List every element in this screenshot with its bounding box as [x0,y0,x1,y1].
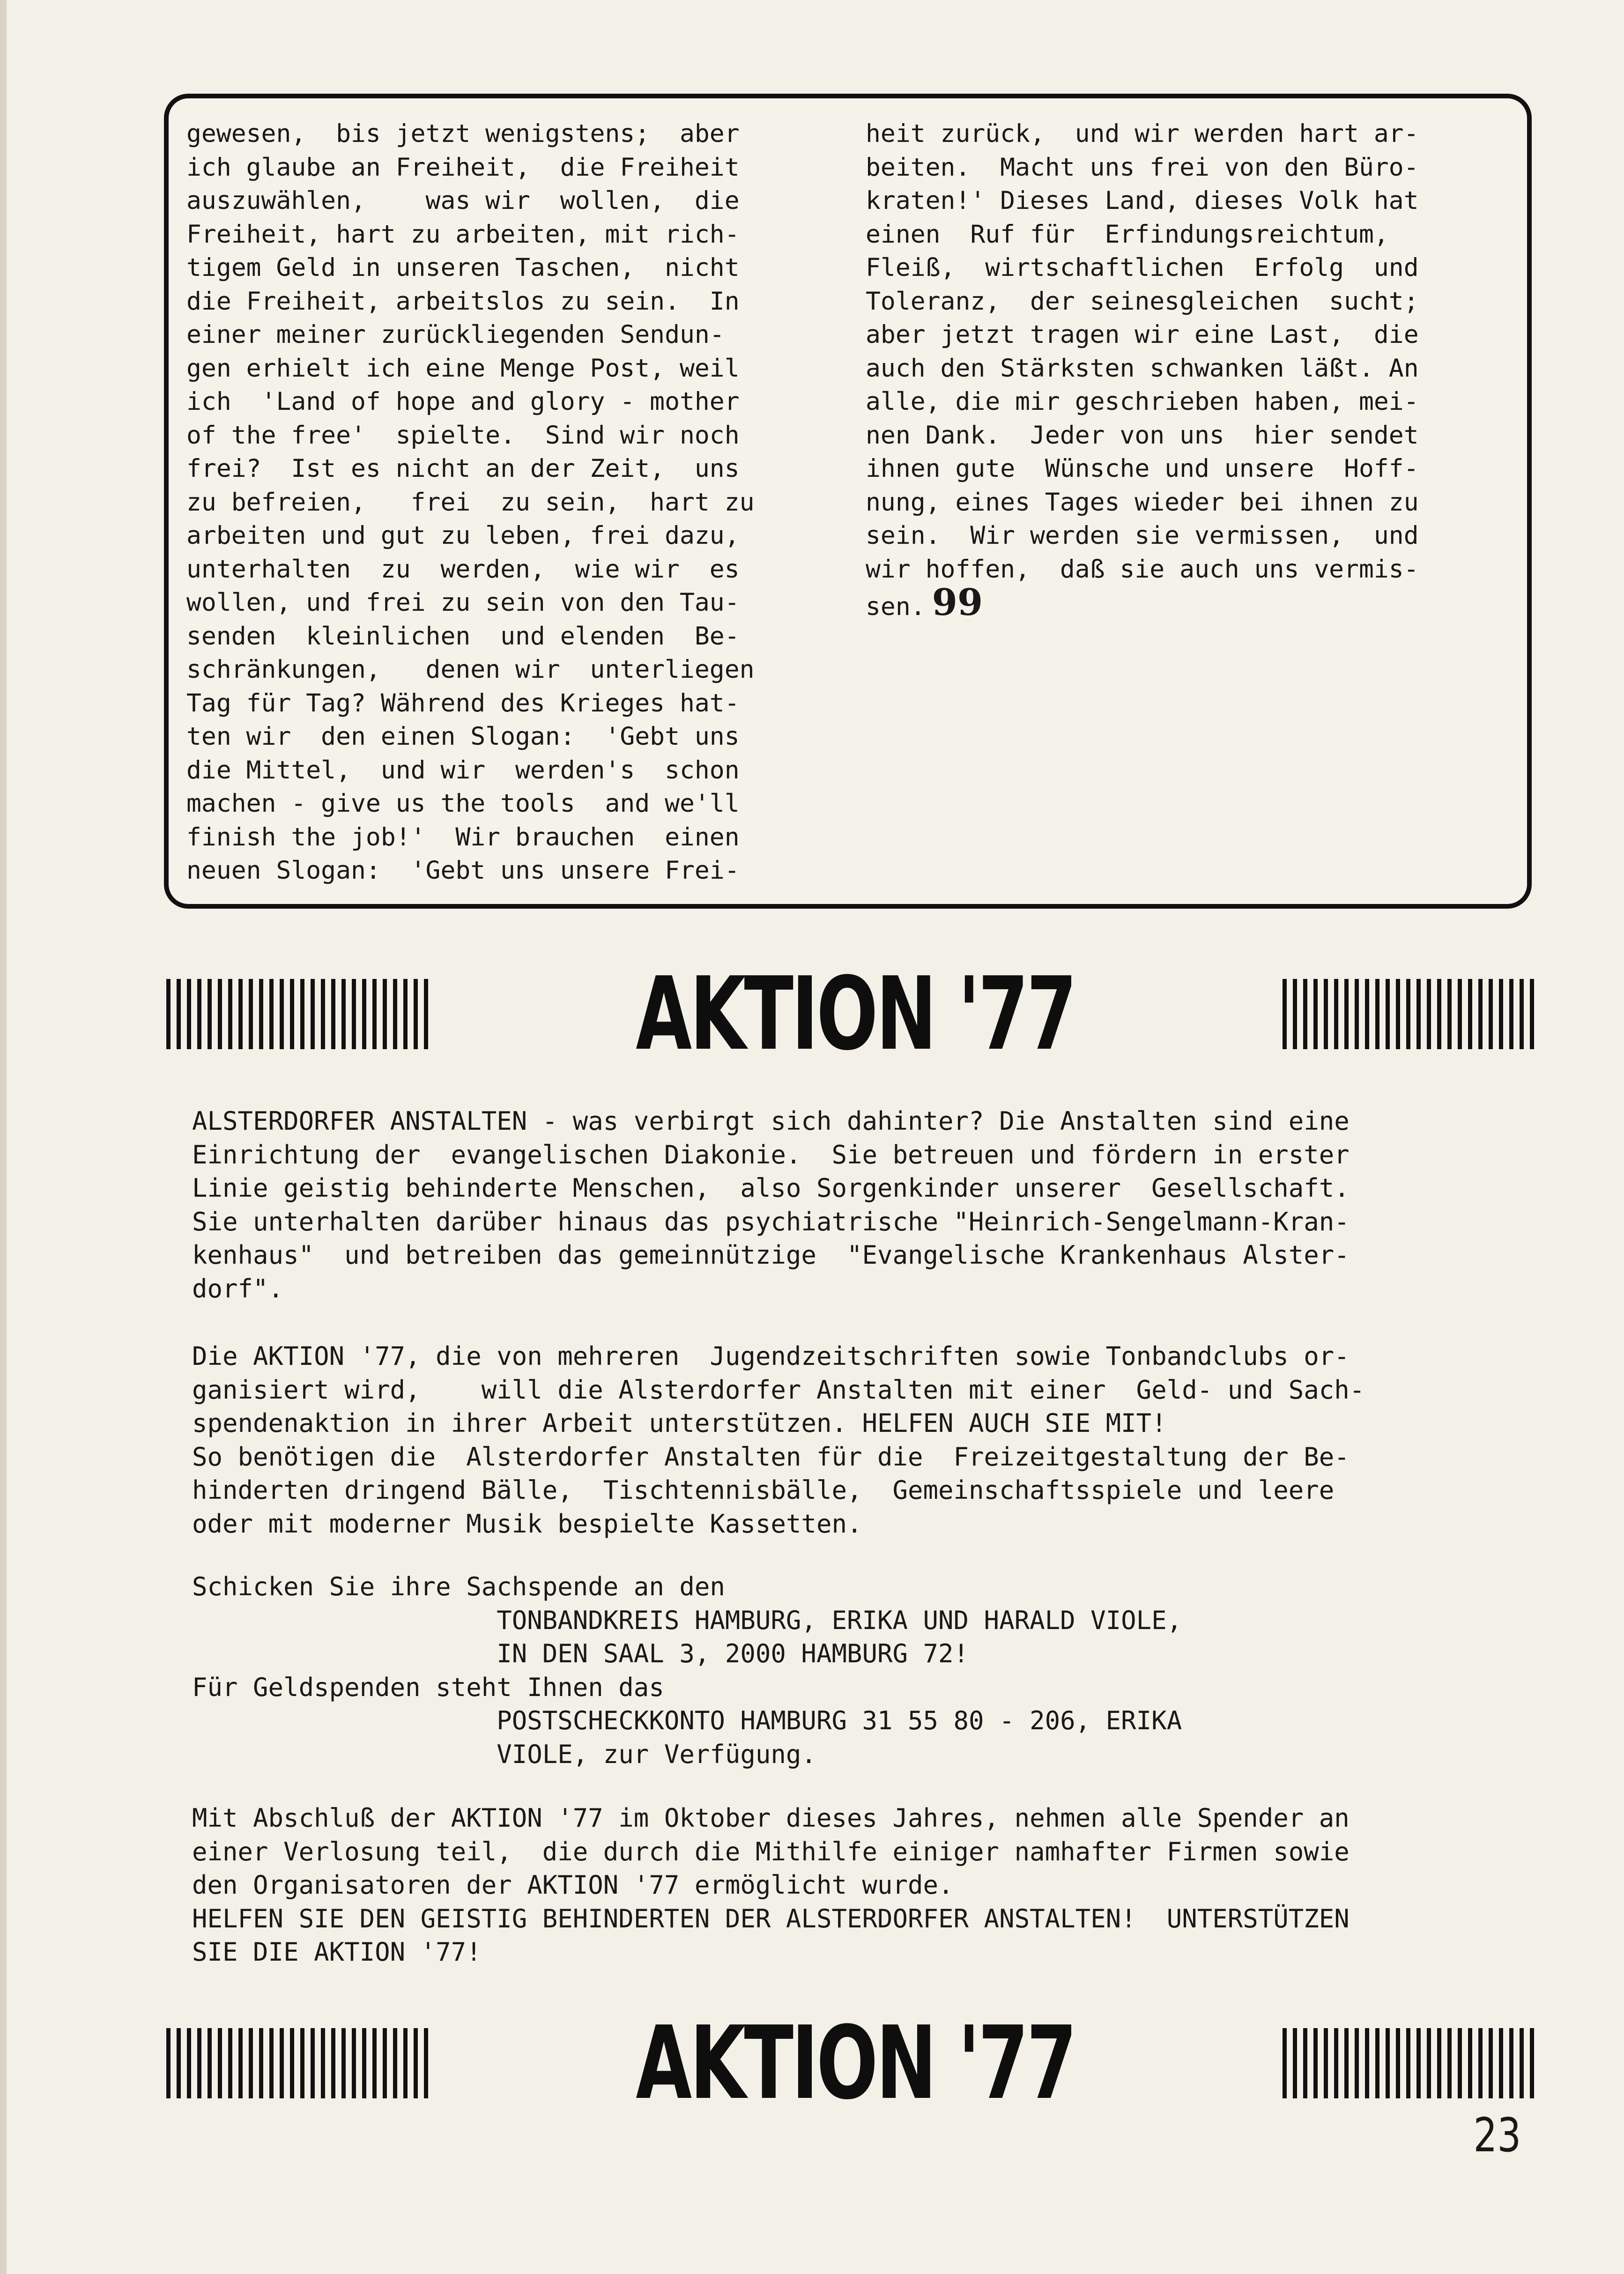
quote-line: aber jetzt tragen wir eine Last, die [866,320,1419,349]
quote-line: ten wir den einen Slogan: 'Gebt uns [186,722,740,751]
stripe [1324,979,1328,1049]
stripe [372,2028,377,2098]
text-line: Die AKTION '77, die von mehreren Jugendzeitschriften sowie Tonbandclubs or- [192,1341,1350,1371]
quote-line: auch den Stärksten schwanken läßt. An [866,354,1419,383]
stripe [1458,2028,1462,2098]
stripe [1478,979,1483,1049]
quote-line: unterhalten zu werden, wie wir es [186,555,740,584]
paragraph-intro [192,1104,1350,1305]
stripe [208,2028,212,2098]
quote-line: Freiheit, hart zu arbeiten, mit rich- [186,220,740,249]
stripe [197,979,201,1049]
stripe [321,2028,325,2098]
paragraph-lottery [192,1801,1350,1969]
stripe [177,979,181,1049]
quote-line: senden kleinlichen und elenden Be- [186,622,740,651]
stripe [331,979,335,1049]
text-line: HELFEN SIE DEN GEISTIG BEHINDERTEN DER ALSTERDORFER ANSTALTEN! UNTERSTÜTZEN [192,1904,1350,1933]
quote-line: einen Ruf für Erfindungsreichtum, [866,220,1389,249]
stripe [352,979,356,1049]
quote-line: schränkungen, denen wir unterliegen [186,655,755,684]
stripe [1334,2028,1338,2098]
stripe [1406,979,1410,1049]
stripe [362,2028,366,2098]
text-line: TONBANDKREIS HAMBURG, ERIKA UND HARALD VIOLE, [192,1605,1182,1635]
text-line: einer Verlosung teil, die durch die Mithilfe einiger namhafter Firmen sowie [192,1837,1350,1867]
quote-line: of the free' spielte. Sind wir noch [186,421,740,450]
quote-right-column [866,117,1507,624]
stripe [424,2028,428,2098]
stripe [414,979,418,1049]
stripe [1313,2028,1318,2098]
stripe [1355,979,1359,1049]
stripe [1499,979,1503,1049]
stripe [393,979,397,1049]
stripe [1303,979,1307,1049]
quote-line: heit zurück, und wir werden hart ar- [866,119,1419,148]
quote-line: zu befreien, frei zu sein, hart zu [186,488,755,517]
stripe [290,979,294,1049]
quote-line: die Freiheit, arbeitslos zu sein. In [186,287,740,316]
stripe [1520,979,1524,1049]
stripe [1375,2028,1379,2098]
stripe [1489,2028,1493,2098]
quote-line: nen Dank. Jeder von uns hier sendet [866,421,1419,450]
stripe [187,2028,191,2098]
aktion-banner-bottom [166,2004,1534,2122]
stripe [341,979,346,1049]
stripe [1437,2028,1441,2098]
stripe [197,2028,201,2098]
stripe [372,979,377,1049]
paragraph-donation-address [192,1570,1182,1771]
stripe [1509,979,1513,1049]
text-line: ALSTERDORFER ANSTALTEN - was verbirgt sich dahinter? Die Anstalten sind eine [192,1106,1350,1136]
text-line: Einrichtung der evangelischen Diakonie. Sie betreuen und fördern in erster [192,1140,1350,1170]
quote-line: Fleiß, wirtschaftlichen Erfolg und [866,253,1419,282]
stripe [280,2028,284,2098]
stripe [1303,2028,1307,2098]
stripe [1293,2028,1297,2098]
stripe [1416,979,1421,1049]
stripe [300,979,304,1049]
stripe [311,2028,315,2098]
stripe [1344,2028,1349,2098]
stripe [177,2028,181,2098]
quote-box [164,94,1532,909]
text-line: spendenaktion in ihrer Arbeit unterstützen. HELFEN AUCH SIE MIT! [192,1408,1167,1438]
banner-stripes-right [1283,979,1534,1049]
stripe [1396,2028,1400,2098]
stripe [1427,2028,1431,2098]
stripe [1355,2028,1359,2098]
stripe [1283,979,1287,1049]
quote-line: ich 'Land of hope and glory - mother [186,387,740,416]
quote-line: wollen, und frei zu sein von den Tau- [186,588,740,617]
stripe [218,2028,222,2098]
stripe [1530,2028,1534,2098]
quote-line: ich glaube an Freiheit, die Freiheit [186,153,740,182]
stripe [218,979,222,1049]
quote-line: alle, die mir geschrieben haben, mei- [866,387,1419,416]
text-line: VIOLE, zur Verfügung. [192,1739,816,1769]
stripe [1499,2028,1503,2098]
stripe [1313,979,1318,1049]
stripe [208,979,212,1049]
stripe [1344,979,1349,1049]
stripe [1416,2028,1421,2098]
quote-line: tigem Geld in unseren Taschen, nicht [186,253,740,282]
stripe [352,2028,356,2098]
paragraph-aktion [192,1340,1364,1541]
aktion-banner-top [166,955,1534,1073]
banner-stripes-left [166,979,428,1049]
stripe [341,2028,346,2098]
banner-title: AKTION '77 [636,2004,1075,2122]
stripe [331,2028,335,2098]
text-line: Mit Abschluß der AKTION '77 im Oktober dieses Jahres, nehmen alle Spender an [192,1803,1350,1833]
stripe [1458,979,1462,1049]
quote-line: Toleranz, der seinesgleichen sucht; [866,287,1419,316]
stripe [249,2028,253,2098]
stripe [1509,2028,1513,2098]
stripe [1283,2028,1287,2098]
stripe [1386,979,1390,1049]
stripe [1324,2028,1328,2098]
quote-line: frei? Ist es nicht an der Zeit, uns [186,454,740,483]
stripe [403,979,408,1049]
quote-line: gen erhielt ich eine Menge Post, weil [186,354,740,383]
stripe [393,2028,397,2098]
banner-title: AKTION '77 [636,955,1075,1073]
stripe [311,979,315,1049]
text-line: hinderten dringend Bälle, Tischtennisbälle, Gemeinschaftsspiele und leere [192,1475,1335,1505]
stripe [166,979,171,1049]
stripe [1447,2028,1452,2098]
text-line: kenhaus" und betreiben das gemeinnützige "Evangelische Krankenhaus Alster- [192,1240,1350,1270]
stripe [1478,2028,1483,2098]
quote-line: die Mittel, und wir werden's schon [186,756,740,785]
stripe [166,2028,171,2098]
text-line: So benötigen die Alsterdorfer Anstalten für die Freizeitgestaltung der Be- [192,1442,1350,1472]
quote-line: nung, eines Tages wieder bei ihnen zu [866,488,1419,517]
text-line: Schicken Sie ihre Sachspende an den [192,1572,725,1601]
quote-line: Tag für Tag? Während des Krieges hat- [186,689,740,718]
quote-line: ihnen gute Wünsche und unsere Hoff- [866,454,1419,483]
stripe [259,2028,263,2098]
text-line: POSTSCHECKKONTO HAMBURG 31 55 80 - 206, ERIKA [192,1706,1182,1735]
quote-line: neuen Slogan: 'Gebt uns unsere Frei- [186,856,740,885]
stripe [403,2028,408,2098]
text-line: dorf". [192,1274,284,1304]
stripe [238,2028,243,2098]
stripe [1293,979,1297,1049]
text-line: den Organisatoren der AKTION '77 ermöglicht wurde. [192,1870,954,1900]
text-line: Sie unterhalten darüber hinaus das psychiatrische "Heinrich-Sengelmann-Kran- [192,1207,1350,1237]
stripe [228,2028,232,2098]
closing-quote-mark: 99 [932,581,983,624]
quote-left-column [186,117,828,888]
stripe [238,979,243,1049]
text-line: SIE DIE AKTION '77! [192,1937,482,1967]
quote-line: beiten. Macht uns frei von den Büro- [866,153,1419,182]
stripe [290,2028,294,2098]
stripe [1447,979,1452,1049]
quote-line: arbeiten und gut zu leben, frei dazu, [186,521,740,550]
stripe [1365,2028,1369,2098]
stripe [249,979,253,1049]
quote-line: sein. Wir werden sie vermissen, und [866,521,1419,550]
text-line: Linie geistig behinderte Menschen, also Sorgenkinder unserer Gesellschaft. [192,1173,1350,1203]
stripe [362,979,366,1049]
page-number: 23 [1473,2108,1521,2163]
stripe [1530,979,1534,1049]
text-line: Für Geldspenden steht Ihnen das [192,1672,664,1702]
stripe [1375,979,1379,1049]
stripe [1334,979,1338,1049]
banner-stripes-left [166,2028,428,2098]
stripe [383,2028,387,2098]
stripe [1437,979,1441,1049]
stripe [1427,979,1431,1049]
stripe [1365,979,1369,1049]
quote-line: wir hoffen, daß sie auch uns vermis- [866,555,1419,584]
quote-line: finish the job!' Wir brauchen einen [186,822,740,852]
stripe [321,979,325,1049]
text-line: oder mit moderner Musik bespielte Kassetten. [192,1509,862,1539]
stripe [1386,2028,1390,2098]
stripe [414,2028,418,2098]
stripe [1489,979,1493,1049]
quote-line: gewesen, bis jetzt wenigstens; aber [186,119,740,148]
text-line: IN DEN SAAL 3, 2000 HAMBURG 72! [192,1639,969,1668]
text-line: ganisiert wird, will die Alsterdorfer Anstalten mit einer Geld- und Sach- [192,1375,1365,1405]
stripe [259,979,263,1049]
stripe [280,979,284,1049]
stripe [269,979,274,1049]
stripe [228,979,232,1049]
stripe [1396,979,1400,1049]
stripe [300,2028,304,2098]
quote-line: kraten!' Dieses Land, dieses Volk hat [866,186,1419,215]
stripe [187,979,191,1049]
quote-line: sen. 99 [866,581,983,624]
stripe [1468,979,1472,1049]
stripe [1468,2028,1472,2098]
quote-line: machen - give us the tools and we'll [186,789,740,818]
stripe [1520,2028,1524,2098]
stripe [269,2028,274,2098]
quote-line: auszuwählen, was wir wollen, die [186,186,740,215]
stripe [1406,2028,1410,2098]
banner-stripes-right [1283,2028,1534,2098]
quote-line: einer meiner zurückliegenden Sendun- [186,320,725,349]
stripe [383,979,387,1049]
stripe [424,979,428,1049]
